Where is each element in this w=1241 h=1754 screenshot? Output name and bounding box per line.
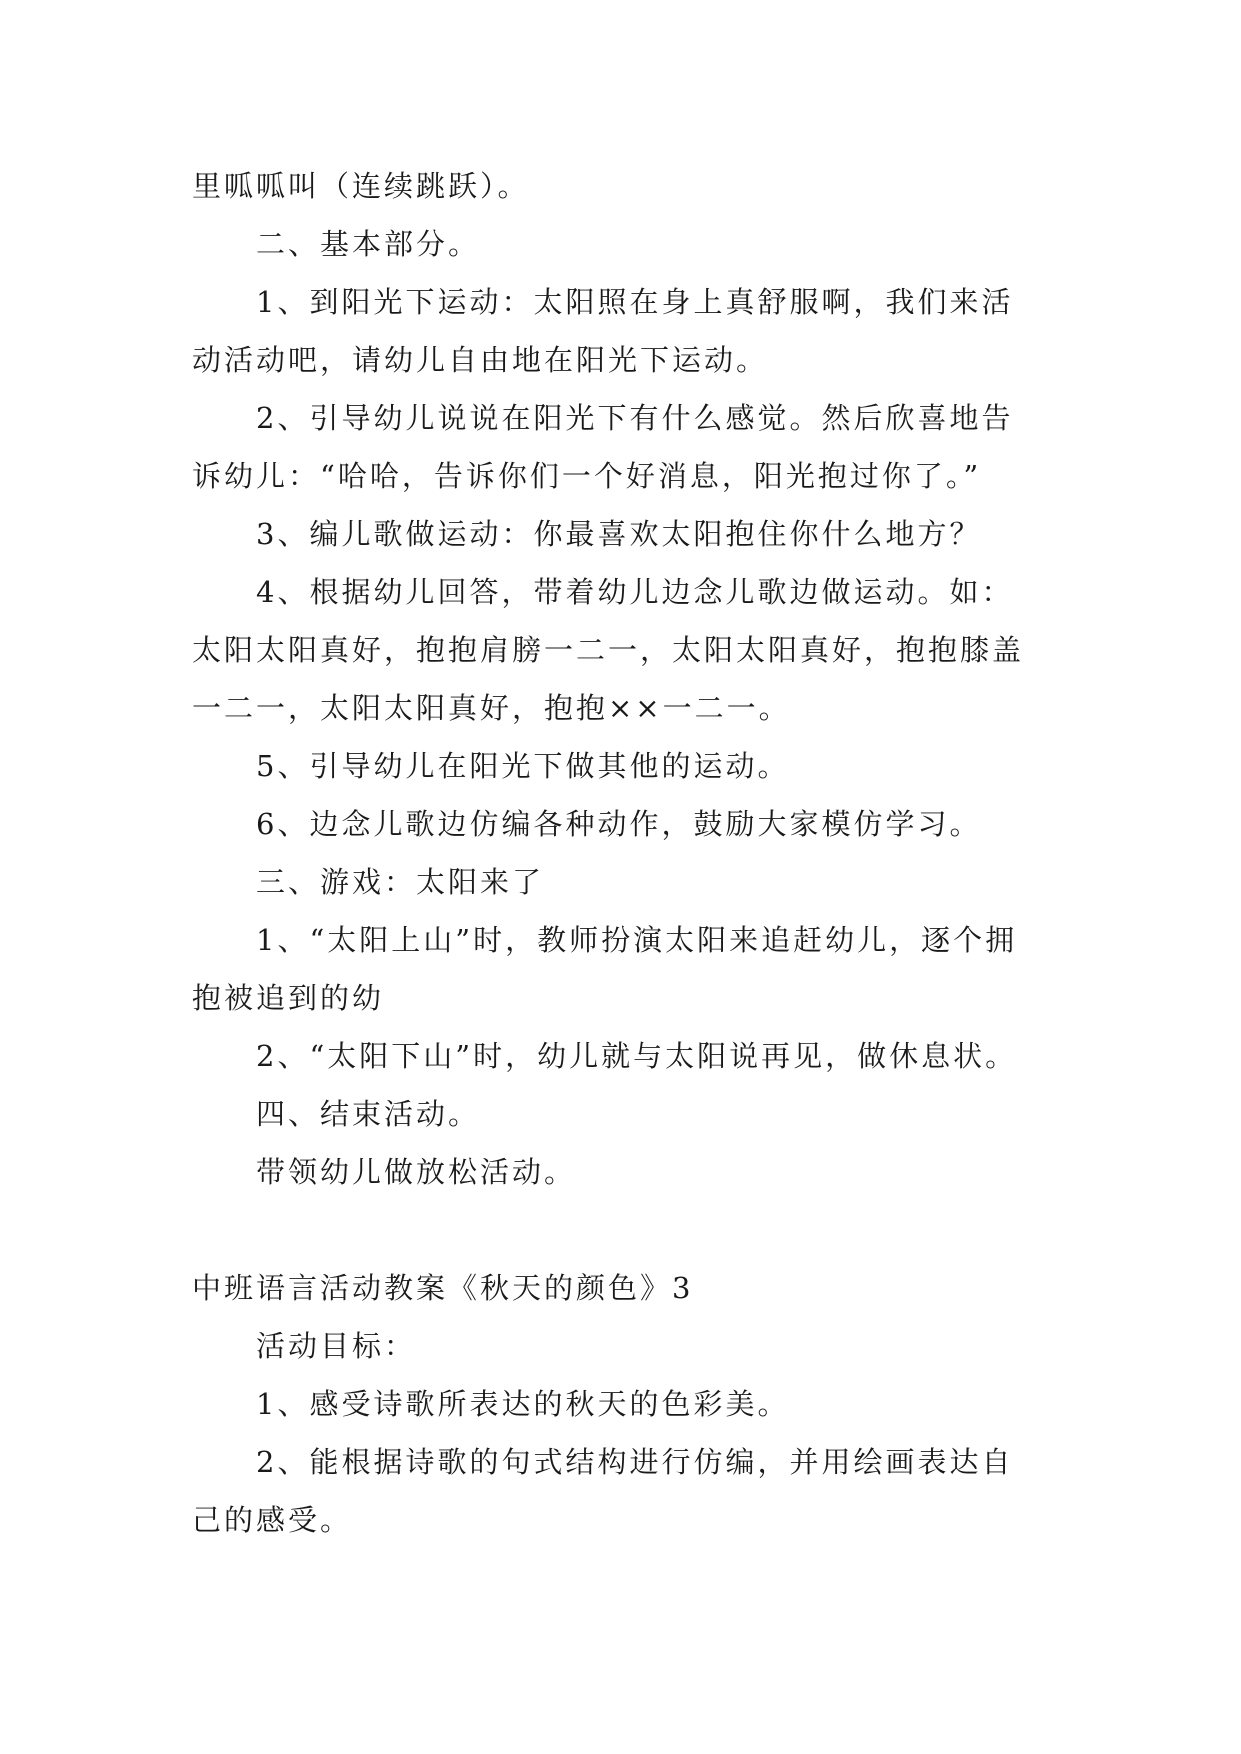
game-step-1-line-2: 抱被追到的幼 (192, 981, 385, 1015)
lesson-title: 中班语言活动教案《秋天的颜色》3 (192, 1271, 694, 1305)
objective-2-line-1: 2、能根据诗歌的句式结构进行仿编，并用绘画表达自 (256, 1445, 1014, 1479)
paragraph-continuation: 里呱呱叫（连续跳跃）。 (192, 169, 530, 203)
step-5: 5、引导幼儿在阳光下做其他的运动。 (256, 749, 790, 783)
objective-2-line-2: 己的感受。 (192, 1503, 353, 1537)
end-activity-text: 带领幼儿做放松活动。 (256, 1155, 577, 1189)
game-step-1-line-1: 1、“太阳上山”时，教师扮演太阳来追赶幼儿，逐个拥 (256, 923, 1018, 957)
step-4-line-3: 一二一，太阳太阳真好，抱抱××一二一。 (192, 691, 791, 725)
step-2-line-2: 诉幼儿：“哈哈，告诉你们一个好消息，阳光抱过你了。” (192, 459, 982, 493)
objective-1: 1、感受诗歌所表达的秋天的色彩美。 (256, 1387, 790, 1421)
step-2-line-1: 2、引导幼儿说说在阳光下有什么感觉。然后欣喜地告 (256, 401, 1014, 435)
step-3: 3、编儿歌做运动：你最喜欢太阳抱住你什么地方？ (256, 517, 982, 551)
step-1-line-2: 动活动吧，请幼儿自由地在阳光下运动。 (192, 343, 769, 377)
step-1-line-1: 1、到阳光下运动：太阳照在身上真舒服啊，我们来活 (256, 285, 1014, 319)
section-heading-basic: 二、基本部分。 (256, 227, 481, 261)
section-heading-game: 三、游戏：太阳来了 (256, 865, 545, 899)
step-4-line-1: 4、根据幼儿回答，带着幼儿边念儿歌边做运动。如： (256, 575, 1014, 609)
step-4-line-2: 太阳太阳真好，抱抱肩膀一二一，太阳太阳真好，抱抱膝盖 (192, 633, 1025, 667)
section-heading-end: 四、结束活动。 (256, 1097, 481, 1131)
game-step-2: 2、“太阳下山”时，幼儿就与太阳说再见，做休息状。 (256, 1039, 1018, 1073)
objectives-heading: 活动目标： (256, 1329, 417, 1363)
step-6: 6、边念儿歌边仿编各种动作，鼓励大家模仿学习。 (256, 807, 982, 841)
